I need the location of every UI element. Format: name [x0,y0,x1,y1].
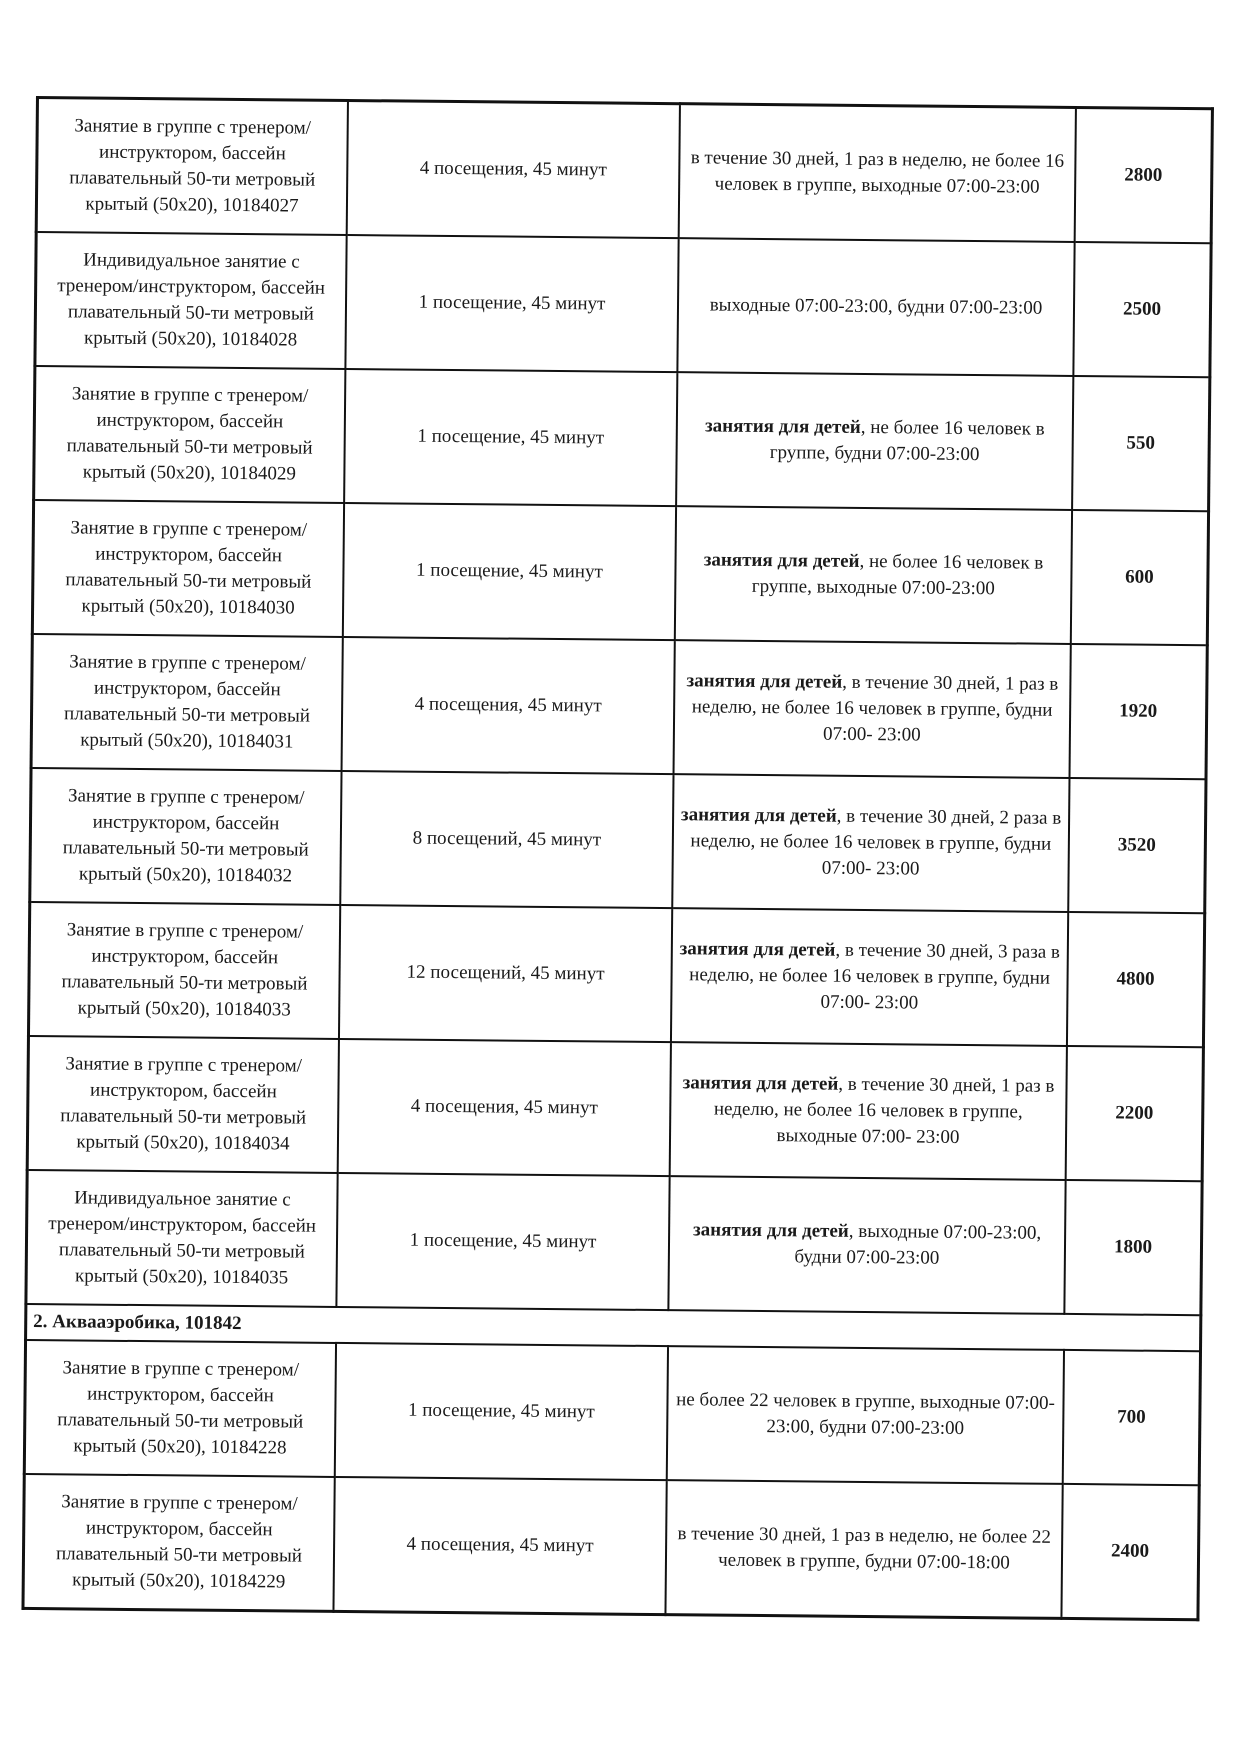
price-cell: 4800 [1067,912,1205,1047]
conditions-cell [677,238,1074,376]
price-cell: 2800 [1075,107,1213,243]
conditions-highlight: занятия для детей [703,549,860,572]
price-cell: 2200 [1066,1046,1204,1181]
price-cell: 600 [1071,510,1209,645]
service-name-cell: Занятие в группе с тренером/инструктором, бассейн плавательный 50-ти метровый крытый (50х20), 10184033 [28,902,340,1039]
conditions-text: , в течение 30 дней, 3 раза в неделю, не более 16 человек в группе, будни 07:00- 23:00 [689,939,1061,1014]
price-cell: 2500 [1073,242,1211,377]
conditions-cell [671,908,1068,1046]
price-cell: 3520 [1068,778,1206,913]
table-row [31,634,1207,779]
price-cell: 2400 [1061,1484,1199,1620]
visits-cell: 1 посещение, 45 минут [345,235,678,372]
price-cell: 550 [1072,376,1210,511]
conditions-cell [672,774,1069,912]
price-cell: 1800 [1064,1180,1202,1315]
conditions-cell [679,104,1076,242]
conditions-text: , в течение 30 дней, 2 раза в неделю, не более 16 человек в группе, будни 07:00- 23:00 [690,805,1062,880]
conditions-text: в течение 30 дней, 1 раз в неделю, не более 16 человек в группе, выходные 07:00-23:00 [690,147,1065,198]
conditions-cell [667,1346,1064,1484]
table-row [23,1474,1199,1620]
table-row [34,366,1210,511]
service-name-cell: Занятие в группе с тренером/инструктором, бассейн плавательный 50-ти метровый крытый (50х20), 10184228 [24,1340,336,1477]
visits-cell: 4 посещения, 45 минут [347,100,680,238]
section-title: 2. Аквааэробика, 101842 [26,1304,1201,1351]
service-name-cell: Занятие в группе с тренером/инструктором, бассейн плавательный 50-ти метровый крытый (50х20), 10184032 [30,768,342,905]
conditions-cell [670,1042,1067,1180]
price-cell: 700 [1063,1350,1201,1485]
conditions-cell [676,372,1073,510]
conditions-highlight: занятия для детей [682,1072,839,1095]
visits-cell: 8 посещений, 45 минут [340,771,673,908]
conditions-text: , не более 16 человек в группе, будни 07:00-23:00 [769,416,1045,466]
service-name-cell: Индивидуальное занятие с тренером/инструктором, бассейн плавательный 50-ти метровый крытый (50х20), 10184028 [35,232,347,369]
conditions-highlight: занятия для детей [679,938,836,961]
table-row [35,232,1211,377]
conditions-cell [674,640,1071,778]
visits-cell: 4 посещения, 45 минут [342,637,675,774]
table-row [24,1340,1200,1485]
conditions-highlight: занятия для детей [680,804,837,827]
service-name-cell: Занятие в группе с тренером/инструктором, бассейн плавательный 50-ти метровый крытый (50х20), 10184034 [27,1036,339,1173]
conditions-cell [665,1480,1062,1618]
table-row [30,768,1206,913]
price-cell: 1920 [1070,644,1208,779]
document-page [21,96,1181,1621]
conditions-text: , в течение 30 дней, 1 раз в неделю, не более 16 человек в группе, выходные 07:00- 23:00 [713,1073,1055,1148]
conditions-cell [675,506,1072,644]
conditions-highlight: занятия для детей [704,415,861,438]
price-table [21,96,1213,1621]
conditions-text: не более 22 человек в группе, выходные 07:00-23:00, будни 07:00-23:00 [676,1389,1055,1439]
service-name-cell: Занятие в группе с тренером/инструктором, бассейн плавательный 50-ти метровый крытый (50х20), 10184027 [36,98,348,235]
visits-cell: 1 посещение, 45 минут [344,369,677,506]
conditions-highlight: занятия для детей [692,1219,849,1242]
table-row [32,500,1208,645]
visits-cell: 4 посещения, 45 минут [338,1039,671,1176]
table-row [28,902,1204,1047]
service-name-cell: Занятие в группе с тренером/инструктором, бассейн плавательный 50-ти метровый крытый (50х20), 10184031 [31,634,343,771]
service-name-cell: Занятие в группе с тренером/инструктором, бассейн плавательный 50-ти метровый крытый (50х20), 10184030 [32,500,344,637]
table-row [26,1170,1202,1315]
price-table-body [23,98,1212,1620]
conditions-cell [668,1176,1065,1314]
conditions-text: , выходные 07:00-23:00, будни 07:00-23:00 [794,1220,1042,1269]
conditions-highlight: занятия для детей [686,670,843,693]
conditions-text: , не более 16 человек в группе, выходные 07:00-23:00 [751,550,1044,600]
conditions-text: выходные 07:00-23:00, будни 07:00-23:00 [709,294,1043,319]
service-name-cell: Индивидуальное занятие с тренером/инструктором, бассейн плавательный 50-ти метровый крытый (50х20), 10184035 [26,1170,338,1307]
conditions-text: , в течение 30 дней, 1 раз в неделю, не более 16 человек в группе, будни 07:00- 23:00 [691,671,1059,746]
table-row [36,98,1212,244]
service-name-cell: Занятие в группе с тренером/инструктором, бассейн плавательный 50-ти метровый крытый (50х20), 10184029 [34,366,346,503]
service-name-cell: Занятие в группе с тренером/инструктором, бассейн плавательный 50-ти метровый крытый (50х20), 10184229 [23,1474,335,1611]
visits-cell: 1 посещение, 45 минут [343,503,676,640]
visits-cell: 1 посещение, 45 минут [335,1343,668,1480]
table-row [27,1036,1203,1181]
conditions-text: в течение 30 дней, 1 раз в неделю, не более 22 человек в группе, будни 07:00-18:00 [677,1523,1051,1574]
visits-cell: 1 посещение, 45 минут [336,1173,669,1310]
visits-cell: 4 посещения, 45 минут [333,1477,666,1615]
visits-cell: 12 посещений, 45 минут [339,905,672,1042]
